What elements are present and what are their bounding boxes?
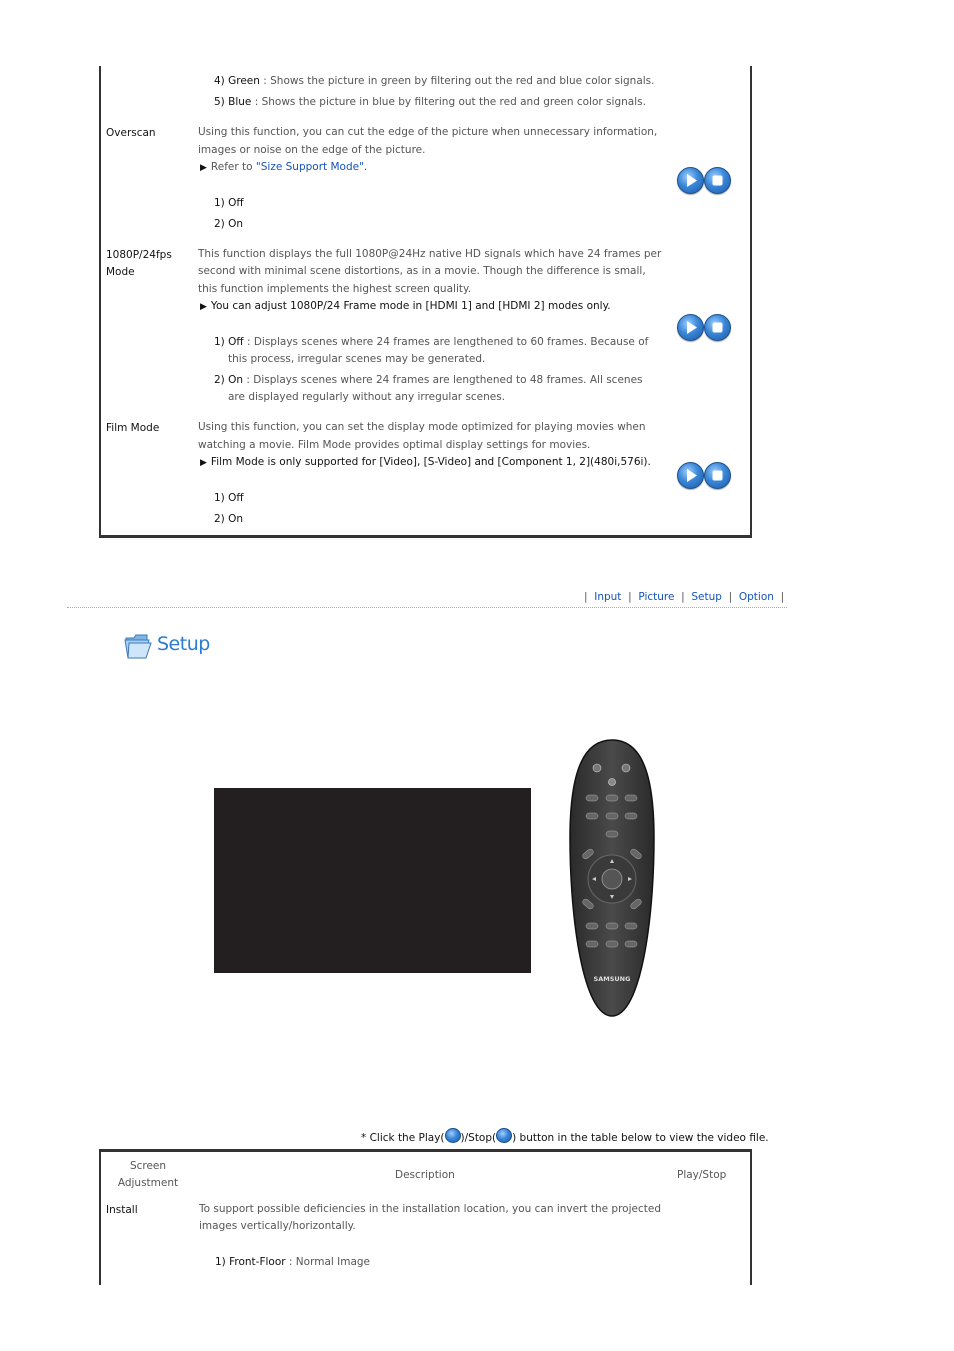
- overscan-desc-2: images or noise on the edge of the picture.: [198, 144, 426, 156]
- stop-icon: [496, 1128, 512, 1143]
- film-note: ▶ Film Mode is only supported for [Video], [S-Video] and [Component 1, 2](480i,576i).: [200, 456, 651, 468]
- fps-desc-1: This function displays the full 1080P@24Hz native HD signals which have 24 frames per: [198, 248, 662, 260]
- install-desc-1: To support possible deficiencies in the installation location, you can invert the projected: [199, 1203, 661, 1215]
- header-play-stop: Play/Stop: [677, 1169, 727, 1181]
- instruction-text: * Click the Play( )/Stop( ) button in the table below to view the video file.: [361, 1128, 769, 1146]
- install-option-front-floor: 1) Front-Floor : Normal Image: [215, 1256, 371, 1268]
- video-player[interactable]: [214, 788, 531, 973]
- stop-icon: [705, 463, 730, 488]
- overscan-refer: ▶ Refer to "Size Support Mode".: [200, 161, 368, 173]
- play-button[interactable]: [677, 462, 704, 489]
- play-button[interactable]: [677, 167, 704, 194]
- remote-brand-text: SAMSUNG: [593, 975, 631, 983]
- table-top-border: [99, 1149, 752, 1152]
- header-adjustment: Adjustment: [117, 1177, 179, 1189]
- arrow-right-icon: ▶: [200, 302, 207, 312]
- section-nav: | Input | Picture | Setup | Option |: [584, 591, 785, 603]
- row-label-1080p-1: 1080P/24fps: [106, 249, 172, 261]
- size-support-mode-link[interactable]: "Size Support Mode": [255, 161, 364, 173]
- fps-note: ▶ You can adjust 1080P/24 Frame mode in [HDMI 1] and [HDMI 2] modes only.: [200, 300, 611, 312]
- stop-button[interactable]: [704, 314, 731, 341]
- stop-icon: [705, 168, 730, 193]
- play-icon: [678, 168, 703, 193]
- film-play-stop: [677, 462, 735, 490]
- fps-option-off-cont: this process, irregular scenes may be generated.: [228, 353, 486, 365]
- arrow-right-icon: ▶: [200, 163, 207, 173]
- nav-link-input[interactable]: Input: [594, 591, 622, 603]
- install-desc-2: images vertically/horizontally.: [199, 1220, 356, 1232]
- row-label-overscan: Overscan: [106, 127, 156, 139]
- film-desc-2: watching a movie. Film Mode provides optimal display settings for movies.: [198, 439, 591, 451]
- fps-desc-2: second with minimal scene distortions, as in a movie. Though the difference is small,: [198, 265, 646, 277]
- folder-icon: [123, 632, 153, 660]
- remote-control-image: [569, 738, 655, 1018]
- section-title: Setup: [157, 633, 210, 655]
- table-left-border: [99, 66, 101, 538]
- row-label-install: Install: [106, 1204, 138, 1216]
- table-right-border: [750, 66, 752, 538]
- table-right-border: [750, 1149, 752, 1285]
- fps-option-on: 2) On : Displays scenes where 24 frames are lengthened to 48 frames. All scenes: [214, 374, 643, 386]
- row-label-film-mode: Film Mode: [106, 422, 160, 434]
- overscan-desc-1: Using this function, you can cut the edge of the picture when unnecessary information,: [198, 126, 658, 138]
- stop-icon: [705, 315, 730, 340]
- play-icon: [678, 463, 703, 488]
- film-desc-1: Using this function, you can set the display mode optimized for playing movies when: [198, 421, 646, 433]
- table-bottom-border: [99, 535, 752, 538]
- nav-link-option[interactable]: Option: [738, 591, 774, 603]
- play-button[interactable]: [677, 314, 704, 341]
- stop-button[interactable]: [704, 462, 731, 489]
- nav-link-picture[interactable]: Picture: [638, 591, 675, 603]
- header-screen: Screen: [129, 1160, 167, 1172]
- play-icon: [678, 315, 703, 340]
- table-left-border: [99, 1149, 101, 1285]
- nav-divider: [67, 607, 787, 608]
- film-option-off: 1) Off: [214, 492, 244, 504]
- overscan-option-on: 2) On: [214, 218, 244, 230]
- option-green: 4) Green : Shows the picture in green by filtering out the red and blue color signals.: [214, 75, 655, 87]
- option-blue: 5) Blue : Shows the picture in blue by filtering out the red and green color signals.: [214, 96, 646, 108]
- overscan-play-stop: [677, 167, 735, 195]
- fps-desc-3: this function implements the highest screen quality.: [198, 283, 472, 295]
- fps-play-stop: [677, 314, 735, 342]
- play-icon: [445, 1128, 461, 1143]
- fps-option-off: 1) Off : Displays scenes where 24 frames are lengthened to 60 frames. Because of: [214, 336, 649, 348]
- nav-link-setup[interactable]: Setup: [691, 591, 722, 603]
- film-option-on: 2) On: [214, 513, 244, 525]
- overscan-option-off: 1) Off: [214, 197, 244, 209]
- row-label-1080p-2: Mode: [106, 266, 135, 278]
- header-description: Description: [395, 1169, 455, 1181]
- fps-option-on-cont: are displayed regularly without any irregular scenes.: [228, 391, 506, 403]
- stop-button[interactable]: [704, 167, 731, 194]
- arrow-right-icon: ▶: [200, 458, 207, 468]
